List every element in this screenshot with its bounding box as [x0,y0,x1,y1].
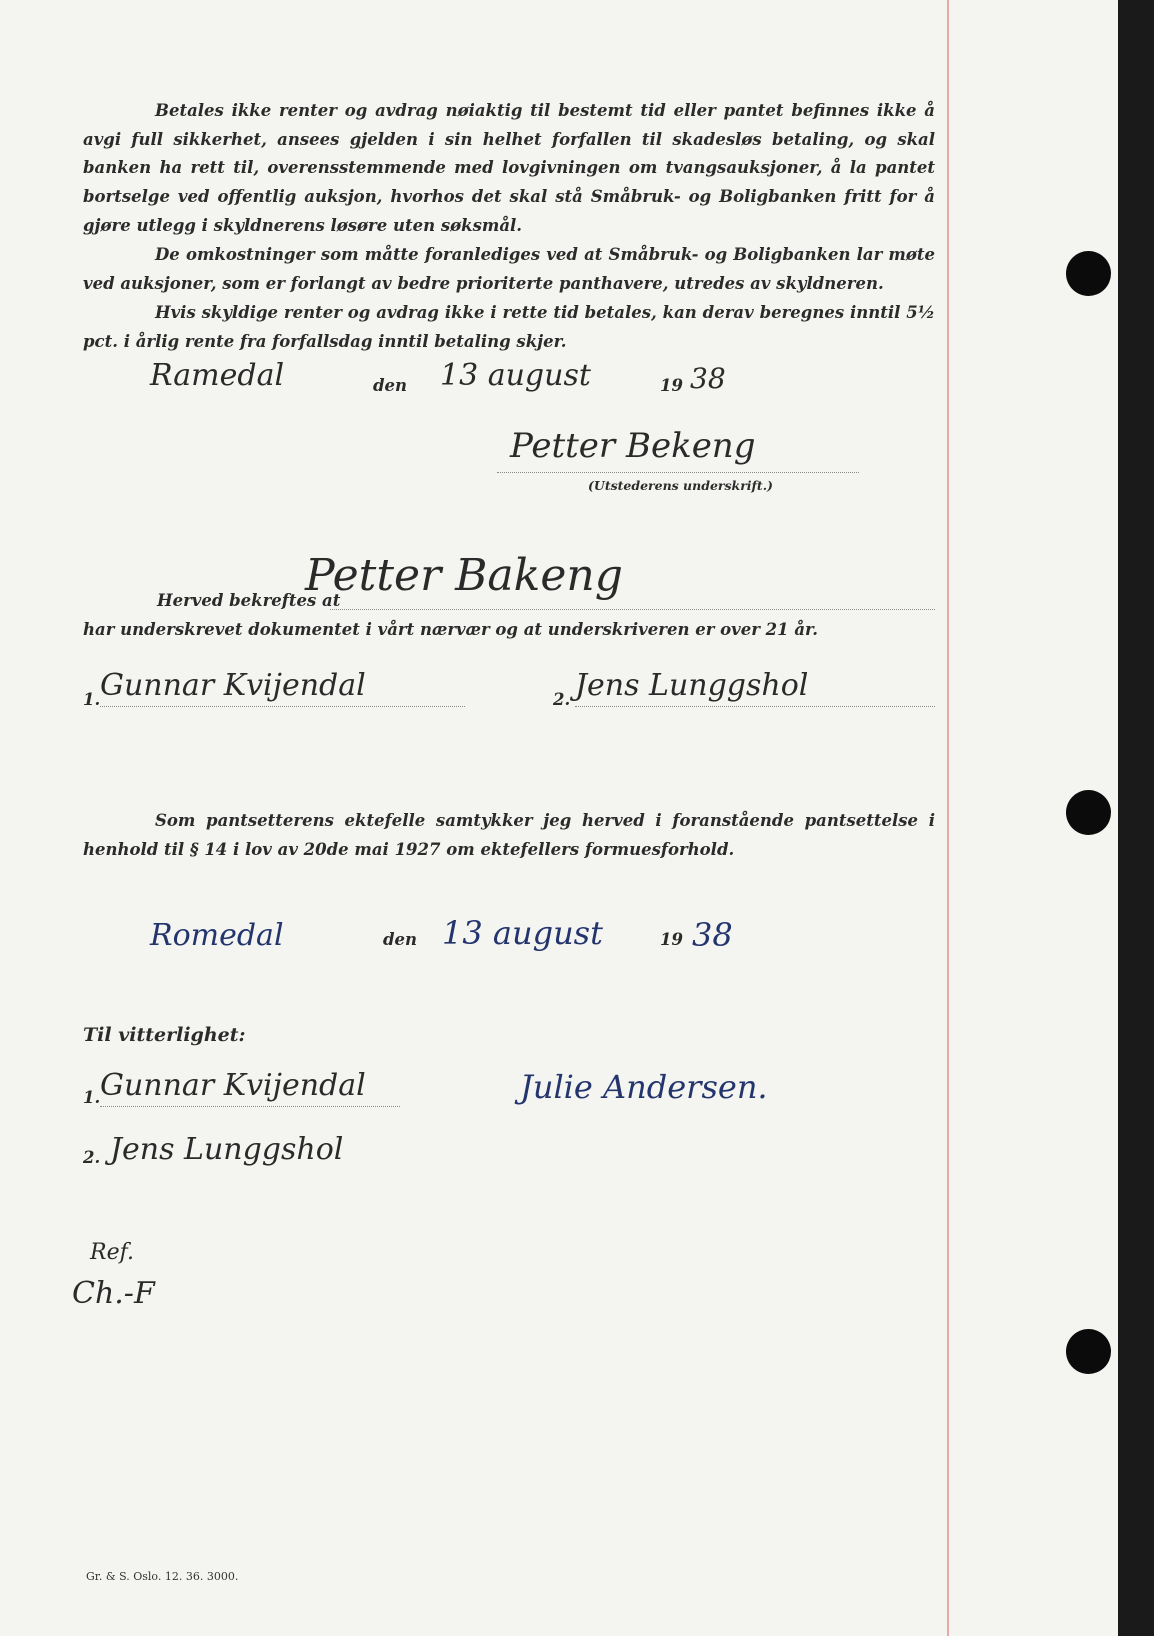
margin-note-ref: Ref. [90,1240,134,1265]
issuer-signature-line [497,472,859,473]
date1-place: Ramedal [150,358,285,393]
witness2-2-number: 2. [83,1148,101,1167]
witness2-signature: Jens Lunggshol [575,668,809,703]
witness1-signature: Gunnar Kvijendal [100,668,366,703]
paragraph-default-terms: Betales ikke renter og avdrag nøiaktig til bestemt tid eller pantet befinnes ikke å avgi full sikkerhet, ansees gjelden i sin helhet forfallen til skadesløs betaling, og skal banken ha rett til, overensstemmende med lovgivningen om tvangsauksjoner, å la pantet bortselge ved offentlig auksjon, hvorhos det skal stå Småbruk- og Boligbanken fritt for å gjøre utlegg i skyldnerens løsøre uten søksmål. [83,101,935,235]
witness2-number: 2. [553,690,571,709]
spouse-signature: Julie Andersen. [520,1068,768,1106]
date1-den: den [373,376,408,395]
punch-hole-bottom [1066,1329,1111,1374]
witness2-2-signature: Jens Lunggshol [110,1132,344,1167]
confirm-prefix: Herved bekreftes at [157,591,341,610]
paragraph-auction-costs: De omkostninger som måtte foranlediges ved at Småbruk- og Boligbanken lar møte ved auksjoner, som er forlangt av bedre prioriterte panthavere, utredes av skyldneren. [83,245,935,293]
paragraph-spouse-consent: Som pantsetterens ektefelle samtykker jeg herved i foranstående pantsettelse i henhold til § 14 i lov av 20de mai 1927 om ektefellers formuesforhold. [83,811,935,859]
paragraph-interest: Hvis skyldige renter og avdrag ikke i rette tid betales, kan derav beregnes inntil 5½ pct. i årlig rente fra forfallsdag inntil betaling skjer. [83,303,935,351]
witness2-1-signature: Gunnar Kvijendal [100,1068,366,1103]
date1-year-suffix: 38 [690,362,726,395]
issuer-signature-caption: (Utstederens underskrift.) [588,478,773,493]
punch-hole-middle [1066,790,1111,835]
date2-year-suffix: 38 [692,916,733,954]
confirm-name-line [330,609,935,610]
til-vitterlighet-heading: Til vitterlighet: [83,1024,246,1046]
witness2-1-number: 1. [83,1088,101,1107]
date1-year-prefix: 19 [660,376,683,395]
witness2-1-line [100,1106,400,1107]
confirm-name-signature: Petter Bakeng [305,550,623,601]
issuer-signature: Petter Bekeng [510,426,756,466]
date2-den: den [383,930,418,949]
margin-rule [947,0,949,1636]
margin-note-initials: Ch.-F [72,1276,155,1311]
date2-day-month: 13 august [442,914,603,952]
confirm-line2: har underskrevet dokumentet i vårt nærvær og at underskriveren er over 21 år. [83,620,818,639]
date1-day-month: 13 august [440,358,591,393]
witness1-number: 1. [83,690,101,709]
punch-hole-top [1066,251,1111,296]
printer-footer: Gr. & S. Oslo. 12. 36. 3000. [86,1570,239,1583]
witness2-line [575,706,935,707]
witness1-line [100,706,465,707]
date2-year-prefix: 19 [660,930,683,949]
date2-place: Romedal [150,918,284,953]
